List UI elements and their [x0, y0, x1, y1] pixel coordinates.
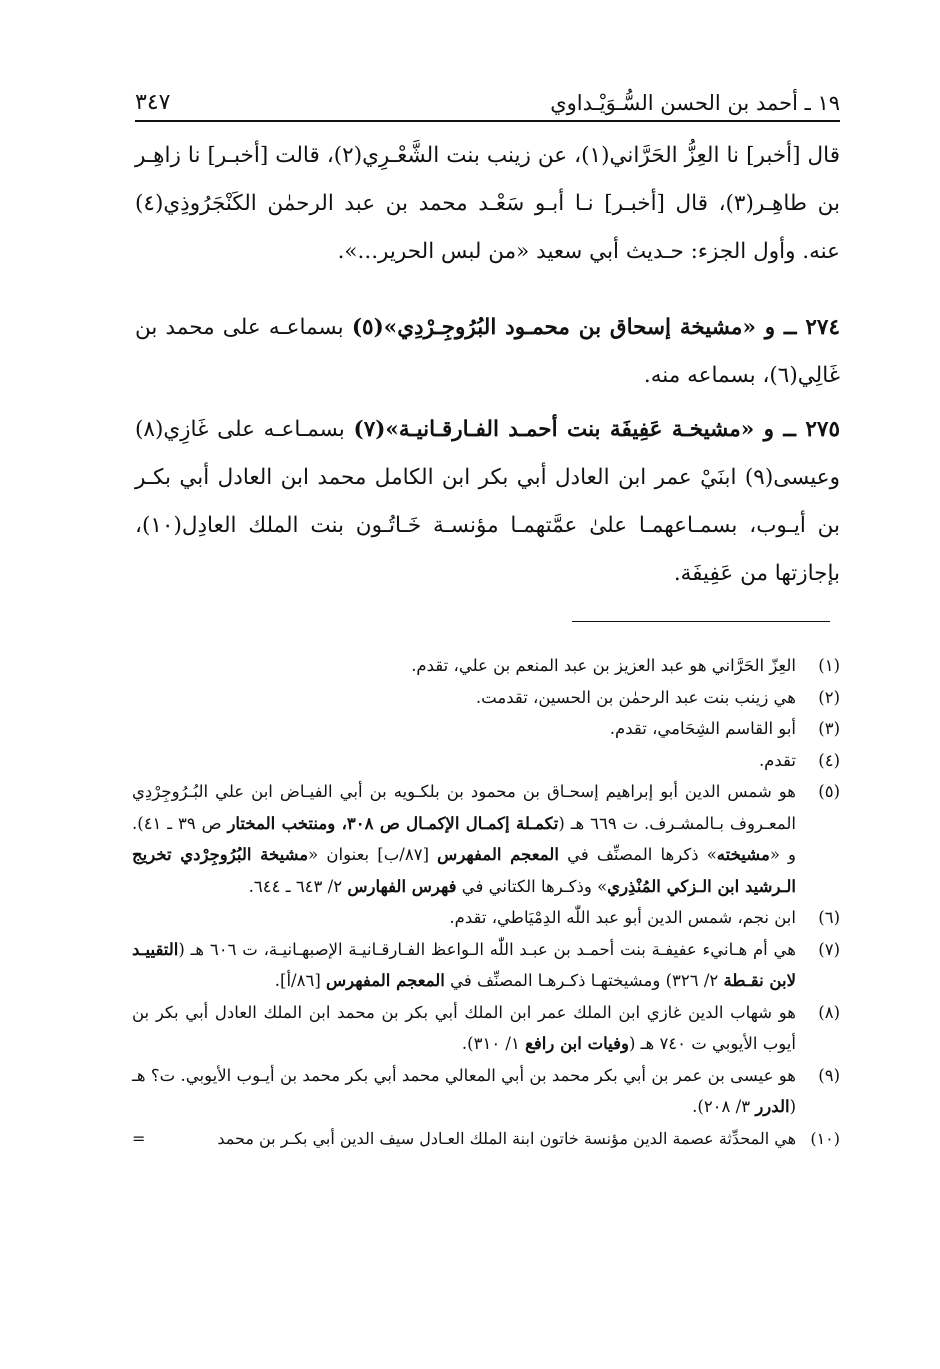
footnote-number: (٦) — [818, 908, 840, 927]
page-number: ٣٤٧ — [135, 90, 171, 115]
footnote-segment: ٣/ ٢٠٨). — [692, 1097, 756, 1116]
footnote-item — [132, 934, 840, 997]
footnote-separator — [572, 621, 830, 622]
footnote-item — [132, 902, 840, 934]
footnote-segment: ٢/ ٣٢٦) ومشيختهـا ذكـرهـا المصنِّف في — [444, 971, 724, 990]
footnote-number: (٧) — [818, 939, 840, 959]
footnote-text — [132, 997, 796, 1060]
footnote-text — [132, 902, 796, 934]
source-title: المعجم المفهرس — [437, 845, 559, 864]
footnote-number: (٤) — [818, 750, 840, 770]
footnote-item — [132, 1123, 840, 1155]
footnote-number: (٣) — [818, 719, 840, 738]
footnote-item — [132, 650, 840, 682]
footnote-text — [132, 713, 796, 745]
entry-text: بسمـاعـه على غَازِي(٨) وعيسى(٩) ابنَيْ عمر ابن العادل أبي بكر ابن الكامل محمد ابن العادل أبي بكـر بن أيـوب، بسمـاعهمـا علىٰ عمَّتهمـا مؤنسـة خَـاتُـون بنت الملك العادِل(١٠)، بإجازتها من عَفِيفَة. — [135, 417, 840, 586]
footnote-segment: تقدم. — [758, 750, 796, 770]
footnote-text — [160, 1123, 796, 1155]
footnote-segment: ٢/ ٦٤٣ ـ ٦٤٤. — [248, 876, 348, 896]
footnote-number: (٢) — [818, 687, 840, 707]
footnote-segment: هي أم هـانيء عفيفـة بنت أحمـد بن عبـد اللّٰه الـواعظ الفـارقـانيـة الإصبهـانيـة، ت ٦٠٦ هـ ( — [178, 939, 796, 959]
footnote-item — [132, 682, 840, 714]
footnote-item — [132, 713, 840, 745]
footnote-segment: هو عيسى بن عمر بن أبي بكر محمد بن أبي المعالي محمد أبي بكر محمد بن أيـوب الأيوبي. ت؟ هـ ( — [132, 1065, 796, 1116]
footnote-item — [132, 997, 840, 1060]
chapter-title: ١٩ ـ أحمد بن الحسن السُّـوَيْـداوي — [550, 91, 840, 115]
footnote-text — [132, 682, 796, 714]
footnote-item — [132, 745, 840, 777]
source-title: وفيات ابن رافع — [525, 1034, 629, 1053]
source-title: التقييـد لابن نقـطة — [132, 939, 796, 990]
footnote-segment: ابن نجم، شمس الدين أبو عبد اللّٰه الدِمْيَاطي، تقدم. — [449, 908, 796, 927]
footnotes — [132, 650, 840, 1154]
footnote-number: (١) — [818, 656, 840, 675]
entry-title: ٢٧٤ ــ و «مشيخة إسحاق بن محمـود البُرُوجِـرْدِي»(٥) — [351, 315, 840, 340]
footnote-text — [132, 745, 796, 777]
footnote-segment: ص ٣٩ ـ ٤١). و « — [132, 813, 797, 864]
source-title: فهرس الفهارس — [347, 876, 457, 896]
source-title: المعجم المفهرس — [326, 971, 445, 990]
footnote-number: (٥) — [818, 782, 840, 801]
footnote-text — [132, 650, 796, 682]
source-title: تكمـلة إكمـال الإكمـال ص ٣٠٨، ومنتخب المختار — [227, 813, 559, 833]
footnote-segment: العِزّ الحَرَّاني هو عبد العزيز بن عبد المنعم بن علي، تقدم. — [411, 656, 796, 675]
entry-274 — [135, 304, 840, 400]
footnote-segment: [٨٦/أ]. — [274, 971, 327, 990]
header-rule — [135, 120, 840, 122]
running-header — [135, 74, 840, 118]
footnote-text — [132, 934, 796, 997]
continuation-mark: = — [132, 1128, 146, 1148]
footnote-segment: هو شهاب الدين غازي ابن الملك عمر ابن الملك أبي بكر بن محمد ابن الملك العادل أبي بكر بن أيوب الأيوبي ت ٧٤٠ هـ ( — [132, 1002, 796, 1053]
footnote-segment: هي زينب بنت عبد الرحمٰن بن الحسين، تقدمت. — [475, 687, 796, 707]
intro-paragraph: قال [أخبر] نا العِزُّ الحَرَّاني(١)، عن زينب بنت الشَّعْـرِي(٢)، قالت [أخبـر] نا زاهِـر بن طاهِـر(٣)، قال [أخبـر] نـا أبـو سَعْـد محمد بن عبد الرحمٰن الكَنْجَرُوذِي(٤) عنه. وأول الجزء: حـديث أبي سعيد «من لبس الحرير...». — [135, 143, 840, 264]
footnote-number: (١٠) — [810, 1128, 840, 1148]
footnote-segment: أبو القاسم الشِحَامي، تقدم. — [609, 719, 796, 738]
footnote-segment: [٨٧/ب] بعنوان « — [308, 845, 438, 864]
footnote-segment: هو شمس الدين أبو إبراهيم إسحـاق بن محمود بن بلكـويه بن أبي الفيـاض ابن علي البُـرُوجِرْدِي المعـروف بـالمشـرف. ت ٦٦٩ هـ ( — [132, 782, 796, 833]
source-title: الدرر — [755, 1097, 790, 1116]
footnote-segment: ١/ ٣١٠). — [461, 1034, 526, 1053]
main-text — [135, 132, 840, 598]
footnote-text — [132, 776, 796, 902]
entry-275 — [135, 406, 840, 598]
source-title: مشيخة البُرُوجِرْدي تخريج الـرشيد ابن الـزكي المُنْذِري — [132, 845, 796, 896]
footnote-item — [132, 776, 840, 902]
footnote-number: (٩) — [818, 1065, 840, 1085]
source-title: مشيخته — [716, 845, 770, 864]
footnote-text — [132, 1060, 796, 1123]
footnote-number: (٨) — [818, 1002, 840, 1022]
footnote-item — [132, 1060, 840, 1123]
footnote-segment: هي المحدِّثة عصمة الدين مؤنسة خاتون ابنة الملك العـادل سيف الدين أبي بكـر بن محمد — [217, 1128, 796, 1148]
entry-text: بسماعـه على محمد بن غَالِي(٦)، بسماعه منه. — [135, 315, 840, 388]
entry-title: ٢٧٥ ــ و «مشيخـة عَفِيفَة بنت أحمـد الفـارقـانيـة»(٧) — [353, 417, 840, 442]
footnote-segment: » ذكرها المصنِّف في — [558, 845, 717, 864]
footnote-segment: » وذكـرها الكتاني في — [456, 876, 608, 896]
